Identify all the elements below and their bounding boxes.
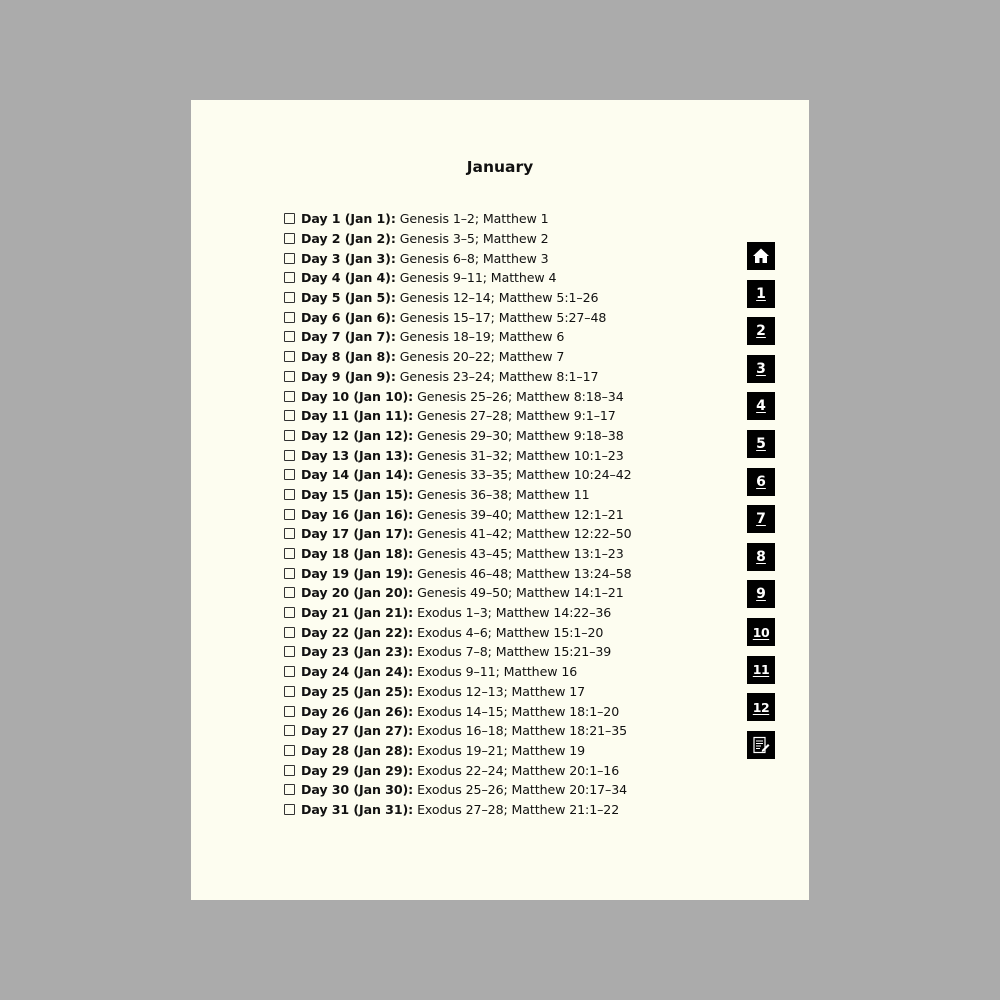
month-9-button[interactable]	[747, 580, 775, 608]
list-item	[284, 288, 632, 308]
day-label: Day 14 (Jan 14):	[301, 467, 414, 483]
day-label: Day 11 (Jan 11):	[301, 408, 414, 424]
passage-text: Genesis 23–24; Matthew 8:1–17	[399, 368, 599, 384]
day-label: Day 27 (Jan 27):	[301, 723, 414, 739]
list-item	[284, 800, 632, 820]
day-label: Day 4 (Jan 4):	[301, 270, 396, 286]
day-label: Day 7 (Jan 7):	[301, 329, 396, 345]
day-checkbox[interactable]	[284, 450, 295, 461]
month-7-button[interactable]	[747, 505, 775, 533]
day-checkbox[interactable]	[284, 509, 295, 520]
passage-text: Genesis 43–45; Matthew 13:1–23	[417, 546, 624, 562]
passage-text: Exodus 16–18; Matthew 18:21–35	[417, 723, 628, 739]
notes-button[interactable]	[747, 731, 775, 759]
notes-icon	[751, 735, 771, 755]
nav-button-label: 6	[756, 473, 766, 490]
list-item	[284, 248, 632, 268]
month-3-button[interactable]	[747, 355, 775, 383]
passage-text: Genesis 33–35; Matthew 10:24–42	[417, 467, 632, 483]
day-checkbox[interactable]	[284, 292, 295, 303]
list-item	[284, 465, 632, 485]
list-item	[284, 445, 632, 465]
day-checkbox[interactable]	[284, 391, 295, 402]
day-checkbox[interactable]	[284, 686, 295, 697]
day-checkbox[interactable]	[284, 568, 295, 579]
day-checkbox[interactable]	[284, 331, 295, 342]
list-item	[284, 563, 632, 583]
day-checkbox[interactable]	[284, 371, 295, 382]
passage-text: Genesis 3–5; Matthew 2	[399, 231, 549, 247]
passage-text: Genesis 36–38; Matthew 11	[417, 486, 590, 502]
list-item	[284, 485, 632, 505]
day-label: Day 22 (Jan 22):	[301, 624, 414, 640]
day-label: Day 25 (Jan 25):	[301, 683, 414, 699]
day-checkbox[interactable]	[284, 646, 295, 657]
day-checkbox[interactable]	[284, 272, 295, 283]
day-label: Day 16 (Jan 16):	[301, 506, 414, 522]
passage-text: Genesis 18–19; Matthew 6	[399, 329, 565, 345]
home-icon	[752, 247, 770, 265]
day-label: Day 6 (Jan 6):	[301, 309, 396, 325]
month-1-button[interactable]	[747, 280, 775, 308]
day-label: Day 10 (Jan 10):	[301, 388, 414, 404]
page-title: January	[466, 158, 534, 176]
day-checkbox[interactable]	[284, 233, 295, 244]
nav-button-label: 2	[756, 323, 766, 340]
day-label: Day 17 (Jan 17):	[301, 526, 414, 542]
day-label: Day 26 (Jan 26):	[301, 703, 414, 719]
month-4-button[interactable]	[747, 392, 775, 420]
nav-button-label: 1	[756, 285, 766, 302]
passage-text: Exodus 7–8; Matthew 15:21–39	[417, 644, 612, 660]
nav-button-label: 9	[756, 586, 766, 603]
day-label: Day 23 (Jan 23):	[301, 644, 414, 660]
passage-text: Exodus 22–24; Matthew 20:1–16	[417, 762, 620, 778]
nav-button-label: 8	[756, 548, 766, 565]
passage-text: Genesis 9–11; Matthew 4	[399, 270, 557, 286]
day-checkbox[interactable]	[284, 765, 295, 776]
passage-text: Genesis 29–30; Matthew 9:18–38	[417, 427, 624, 443]
list-item	[284, 504, 632, 524]
nav-button-label: 11	[752, 662, 770, 678]
list-item	[284, 741, 632, 761]
month-10-button[interactable]	[747, 618, 775, 646]
list-item	[284, 642, 632, 662]
day-checkbox[interactable]	[284, 666, 295, 677]
list-item	[284, 307, 632, 327]
day-checkbox[interactable]	[284, 410, 295, 421]
list-item	[284, 347, 632, 367]
list-item	[284, 622, 632, 642]
list-item	[284, 406, 632, 426]
day-checkbox[interactable]	[284, 607, 295, 618]
day-label: Day 8 (Jan 8):	[301, 349, 396, 365]
passage-text: Genesis 39–40; Matthew 12:1–21	[417, 506, 624, 522]
nav-button-label: 5	[756, 436, 766, 452]
list-item	[284, 682, 632, 702]
day-checkbox[interactable]	[284, 489, 295, 500]
list-item	[284, 367, 632, 387]
day-checkbox[interactable]	[284, 312, 295, 323]
home-button[interactable]	[747, 242, 775, 270]
list-item	[284, 760, 632, 780]
month-2-button[interactable]	[747, 317, 775, 345]
passage-text: Exodus 19–21; Matthew 19	[417, 742, 586, 758]
planner-page	[191, 100, 809, 900]
passage-text: Genesis 25–26; Matthew 8:18–34	[417, 388, 624, 404]
day-checkbox[interactable]	[284, 253, 295, 264]
list-item	[284, 327, 632, 347]
passage-text: Genesis 6–8; Matthew 3	[399, 250, 549, 266]
day-label: Day 18 (Jan 18):	[301, 546, 414, 562]
day-checkbox[interactable]	[284, 548, 295, 559]
passage-text: Genesis 15–17; Matthew 5:27–48	[399, 309, 607, 325]
day-label: Day 19 (Jan 19):	[301, 565, 414, 581]
day-checkbox[interactable]	[284, 804, 295, 815]
passage-text: Exodus 1–3; Matthew 14:22–36	[417, 605, 612, 621]
day-checkbox[interactable]	[284, 469, 295, 480]
list-item	[284, 583, 632, 603]
passage-text: Exodus 9–11; Matthew 16	[417, 664, 578, 680]
day-label: Day 28 (Jan 28):	[301, 742, 414, 758]
day-label: Day 13 (Jan 13):	[301, 447, 414, 463]
list-item	[284, 268, 632, 288]
passage-text: Exodus 25–26; Matthew 20:17–34	[417, 782, 628, 798]
day-label: Day 29 (Jan 29):	[301, 762, 414, 778]
day-label: Day 24 (Jan 24):	[301, 664, 414, 680]
day-label: Day 12 (Jan 12):	[301, 427, 414, 443]
month-6-button[interactable]	[747, 468, 775, 496]
list-item	[284, 544, 632, 564]
list-item	[284, 386, 632, 406]
passage-text: Genesis 27–28; Matthew 9:1–17	[417, 408, 616, 424]
passage-text: Genesis 1–2; Matthew 1	[399, 211, 549, 227]
day-label: Day 21 (Jan 21):	[301, 605, 414, 621]
month-5-button[interactable]	[747, 430, 775, 458]
passage-text: Exodus 14–15; Matthew 18:1–20	[417, 703, 620, 719]
list-item	[284, 780, 632, 800]
list-item	[284, 524, 632, 544]
list-item	[284, 721, 632, 741]
day-checkbox[interactable]	[284, 706, 295, 717]
day-checkbox[interactable]	[284, 528, 295, 539]
day-label: Day 31 (Jan 31):	[301, 801, 414, 817]
nav-button-label: 3	[756, 360, 766, 377]
day-checkbox[interactable]	[284, 745, 295, 756]
passage-text: Exodus 12–13; Matthew 17	[417, 683, 586, 699]
nav-button-label: 7	[756, 511, 766, 528]
month-11-button[interactable]	[747, 656, 775, 684]
day-label: Day 2 (Jan 2):	[301, 231, 396, 247]
passage-text: Genesis 41–42; Matthew 12:22–50	[417, 526, 632, 542]
day-checkbox[interactable]	[284, 587, 295, 598]
day-label: Day 30 (Jan 30):	[301, 782, 414, 798]
list-item	[284, 662, 632, 682]
nav-button-label: 10	[752, 624, 770, 640]
list-item	[284, 426, 632, 446]
month-8-button[interactable]	[747, 543, 775, 571]
reading-list	[284, 209, 632, 819]
passage-text: Exodus 4–6; Matthew 15:1–20	[417, 624, 604, 640]
nav-button-label: 12	[752, 699, 770, 715]
passage-text: Genesis 31–32; Matthew 10:1–23	[417, 447, 624, 463]
day-checkbox[interactable]	[284, 725, 295, 736]
day-label: Day 3 (Jan 3):	[301, 250, 396, 266]
list-item	[284, 603, 632, 623]
passage-text: Exodus 27–28; Matthew 21:1–22	[417, 801, 620, 817]
day-label: Day 1 (Jan 1):	[301, 211, 396, 227]
list-item	[284, 229, 632, 249]
day-label: Day 9 (Jan 9):	[301, 368, 396, 384]
day-label: Day 20 (Jan 20):	[301, 585, 414, 601]
day-checkbox[interactable]	[284, 627, 295, 638]
passage-text: Genesis 46–48; Matthew 13:24–58	[417, 565, 632, 581]
day-checkbox[interactable]	[284, 213, 295, 224]
nav-button-label: 4	[756, 398, 766, 415]
day-checkbox[interactable]	[284, 784, 295, 795]
passage-text: Genesis 49–50; Matthew 14:1–21	[417, 585, 624, 601]
day-label: Day 5 (Jan 5):	[301, 290, 396, 306]
day-label: Day 15 (Jan 15):	[301, 486, 414, 502]
list-item	[284, 701, 632, 721]
passage-text: Genesis 12–14; Matthew 5:1–26	[399, 290, 599, 306]
passage-text: Genesis 20–22; Matthew 7	[399, 349, 565, 365]
day-checkbox[interactable]	[284, 430, 295, 441]
month-12-button[interactable]	[747, 693, 775, 721]
list-item	[284, 209, 632, 229]
day-checkbox[interactable]	[284, 351, 295, 362]
